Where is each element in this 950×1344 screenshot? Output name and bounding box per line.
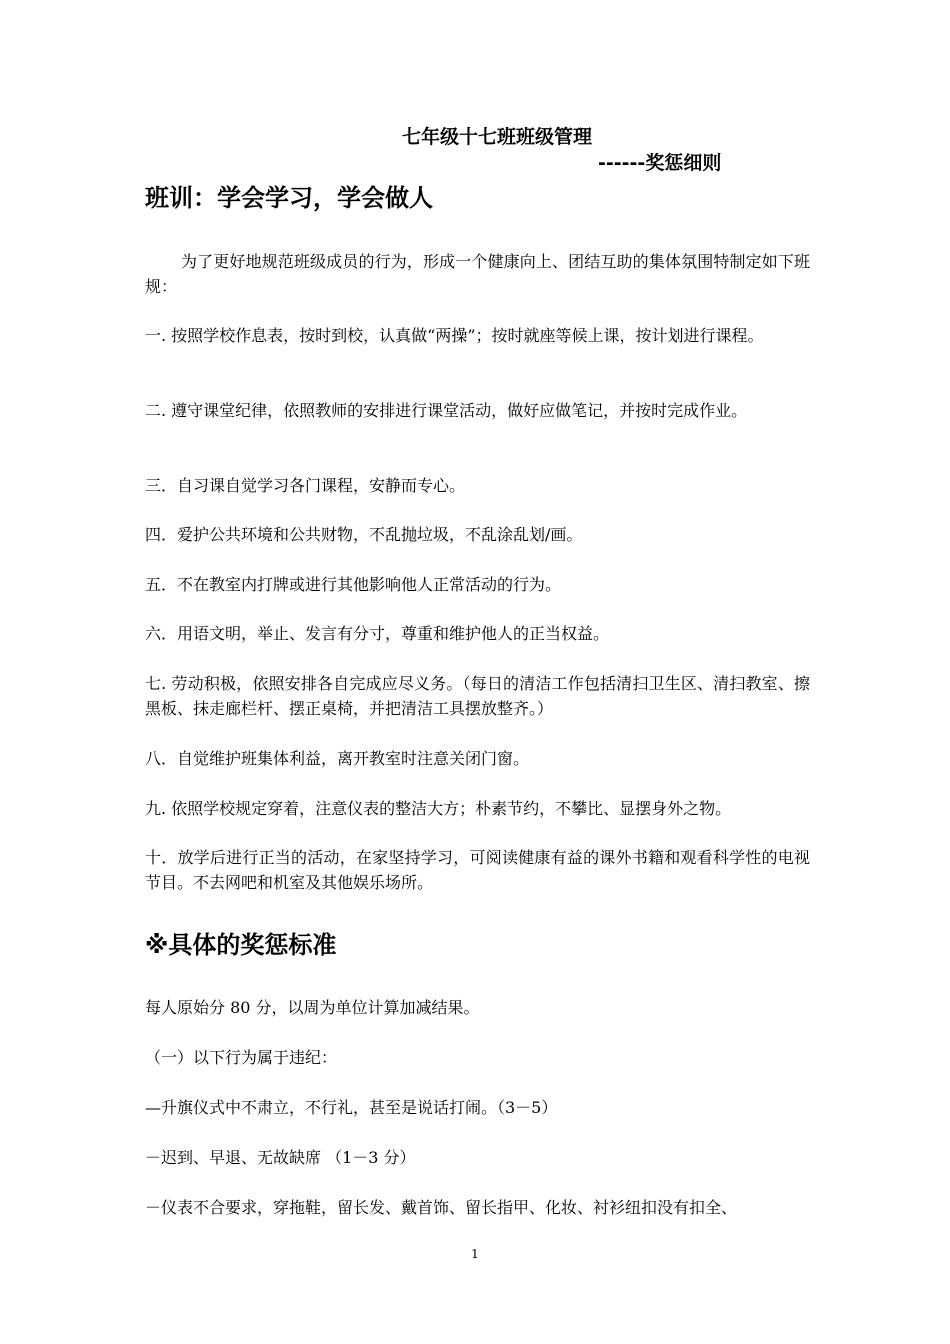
motto-heading: 班训：学会学习，学会做人	[145, 184, 433, 212]
violation-heading: （一）以下行为属于违纪：	[145, 1048, 338, 1067]
rule-item: 七. 劳动积极，依照安排各自完成应尽义务。（每日的清洁工作包括清扫卫生区、清扫教室、擦黑板、抹走廊栏杆、摆正桌椅，并把清洁工具摆放整齐。）	[145, 674, 810, 718]
rule-item: 一. 按照学校作息表，按时到校，认真做“两操”；按时就座等候上课，按计划进行课程。	[145, 326, 764, 345]
violation-item: －迟到、早退、无故缺席 （1－3 分）	[145, 1148, 416, 1167]
rule-item: 二. 遵守课堂纪律，依照教师的安排进行课堂活动，做好应做笔记，并按时完成作业。	[145, 401, 748, 420]
rule-item: 九. 依照学校规定穿着，注意仪表的整洁大方；朴素节约，不攀比、显摆身外之物。	[145, 799, 732, 818]
rule-item: 四．爱护公共环境和公共财物，不乱抛垃圾，不乱涂乱划/画。	[145, 525, 583, 544]
rule-item: 八．自觉维护班集体利益，离开教室时注意关闭门窗。	[145, 749, 530, 768]
document-subtitle: ------奖惩细则	[598, 152, 722, 174]
violation-item: －仪表不合要求，穿拖鞋，留长发、戴首饰、留长指甲、化妆、衬衫纽扣没有扣全、	[145, 1198, 738, 1217]
rule-item: 三．自习课自觉学习各门课程，安静而专心。	[145, 476, 466, 495]
intro-paragraph: 为了更好地规范班级成员的行为，形成一个健康向上、团结互助的集体氛围特制定如下班规：	[145, 252, 810, 296]
violation-item: —升旗仪式中不肃立，不行礼，甚至是说话打闹。（3－5）	[145, 1098, 558, 1117]
document-title: 七年级十七班班级管理	[402, 126, 593, 148]
page-number: 1	[471, 1247, 479, 1261]
standards-heading: ※具体的奖惩标准	[145, 931, 337, 959]
rule-item: 五．不在教室内打牌或进行其他影响他人正常活动的行为。	[145, 575, 562, 594]
base-score-text: 每人原始分 80 分，以周为单位计算加减结果。	[145, 998, 480, 1017]
rule-item: 六．用语文明，举止、发言有分寸，尊重和维护他人的正当权益。	[145, 624, 610, 643]
rule-item: 十．放学后进行正当的活动，在家坚持学习，可阅读健康有益的课外书籍和观看科学性的电视节目。不去网吧和机室及其他娱乐场所。	[145, 848, 810, 892]
